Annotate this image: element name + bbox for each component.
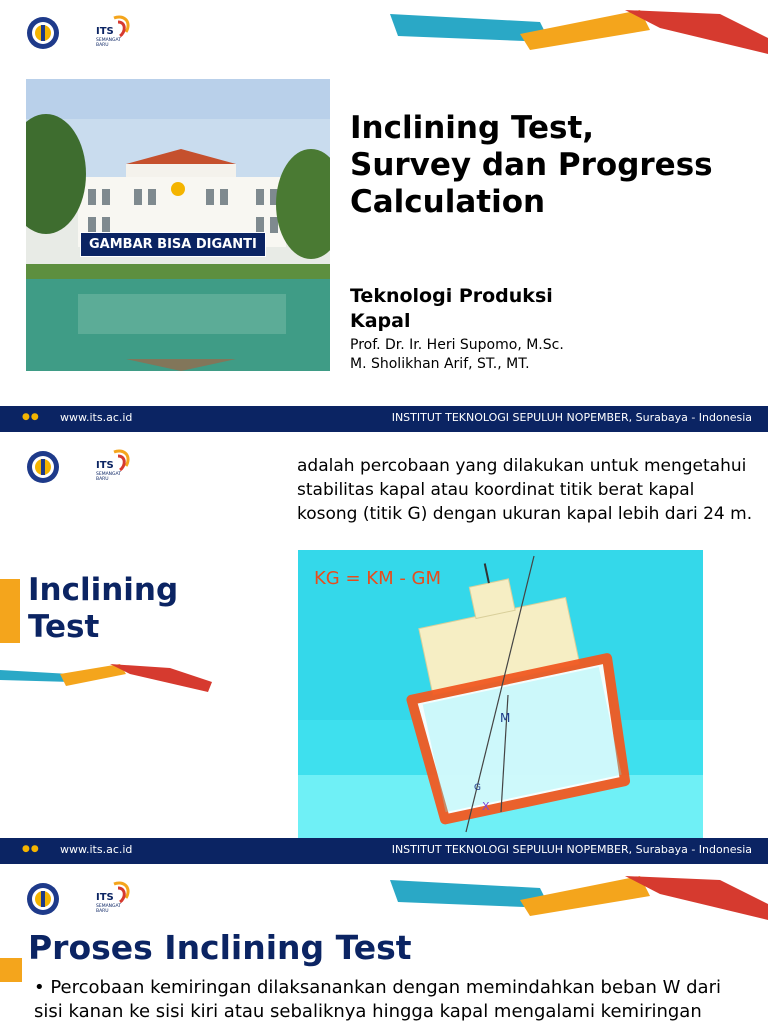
svg-text:BARU: BARU: [96, 477, 109, 482]
subtitle-line: Kapal: [350, 310, 411, 332]
formula-label: KG = KM - GM: [314, 568, 442, 589]
its-emblem-icon: [26, 16, 60, 50]
title-line: Test: [28, 609, 100, 645]
campus-photo: [26, 79, 330, 371]
section-title: [28, 572, 178, 646]
svg-text:ITS: ITS: [96, 460, 114, 471]
section-title: Proses Inclining Test: [28, 928, 412, 967]
presentation-title: [350, 110, 760, 221]
decorative-stripes: [390, 10, 768, 60]
inclining-test-definition: adalah percobaan yang dilakukan untuk mengetahui stabilitas kapal atau koordinat titik berat kapal kosong (titik G) dengan ukuran kapal lebih dari 24 m.: [297, 456, 753, 524]
svg-text:SEMANGAT: SEMANGAT: [96, 472, 121, 477]
slide-footer: [0, 406, 768, 432]
svg-text:BARU: BARU: [96, 909, 109, 914]
subtitle-line: Teknologi Produksi: [350, 285, 553, 307]
decorative-stripes: [0, 660, 212, 694]
svg-text:BARU: BARU: [96, 43, 109, 48]
its-emblem-icon: [26, 882, 60, 916]
footer-dots-icon: ●●: [22, 844, 40, 854]
decorative-stripes: [390, 876, 768, 926]
footer-institution: INSTITUT TEKNOLOGI SEPULUH NOPEMBER, Surabaya - Indonesia: [391, 843, 752, 856]
svg-text:SEMANGAT: SEMANGAT: [96, 904, 121, 909]
author-name: Prof. Dr. Ir. Heri Supomo, M.Sc.: [350, 337, 564, 353]
bullet-dot-icon: •: [34, 977, 51, 998]
x-point-label: X: [482, 800, 490, 813]
title-line: Calculation: [350, 184, 546, 220]
slide-1: [0, 0, 768, 406]
g-point-label: G: [474, 783, 481, 793]
slide-footer: [0, 838, 768, 864]
m-point-label: M: [500, 711, 511, 725]
inclining-ship-diagram: [298, 550, 703, 838]
accent-bar: [0, 579, 20, 643]
svg-text:SEMANGAT: SEMANGAT: [96, 38, 121, 43]
course-subtitle: [350, 284, 650, 334]
its-emblem-icon: [26, 450, 60, 484]
its-slogan-logo-icon: [96, 880, 134, 914]
slide-2: [0, 432, 768, 838]
author-name: M. Sholikhan Arif, ST., MT.: [350, 356, 530, 372]
photo-caption: GAMBAR BISA DIGANTI: [80, 232, 266, 257]
its-slogan-logo-icon: [96, 448, 134, 482]
bullet-text: Percobaan kemiringan dilaksanankan dengan memindahkan beban W dari sisi kanan ke sisi kiri atau sebaliknya hingga kapal mengalami kemiringan: [34, 977, 721, 1022]
title-line: Inclining: [28, 572, 179, 608]
footer-url[interactable]: www.its.ac.id: [60, 411, 133, 424]
title-line: Inclining Test,: [350, 110, 595, 146]
title-line: Survey dan Progress: [350, 147, 713, 183]
footer-dots-icon: ●●: [22, 412, 40, 422]
bullet-point: [34, 976, 754, 1024]
footer-institution: INSTITUT TEKNOLOGI SEPULUH NOPEMBER, Surabaya - Indonesia: [391, 411, 752, 424]
svg-text:ITS: ITS: [96, 26, 114, 37]
its-slogan-logo-icon: [96, 14, 134, 48]
accent-bar: [0, 958, 22, 982]
slide-3: [0, 864, 768, 1024]
footer-url[interactable]: www.its.ac.id: [60, 843, 133, 856]
svg-text:ITS: ITS: [96, 892, 114, 903]
